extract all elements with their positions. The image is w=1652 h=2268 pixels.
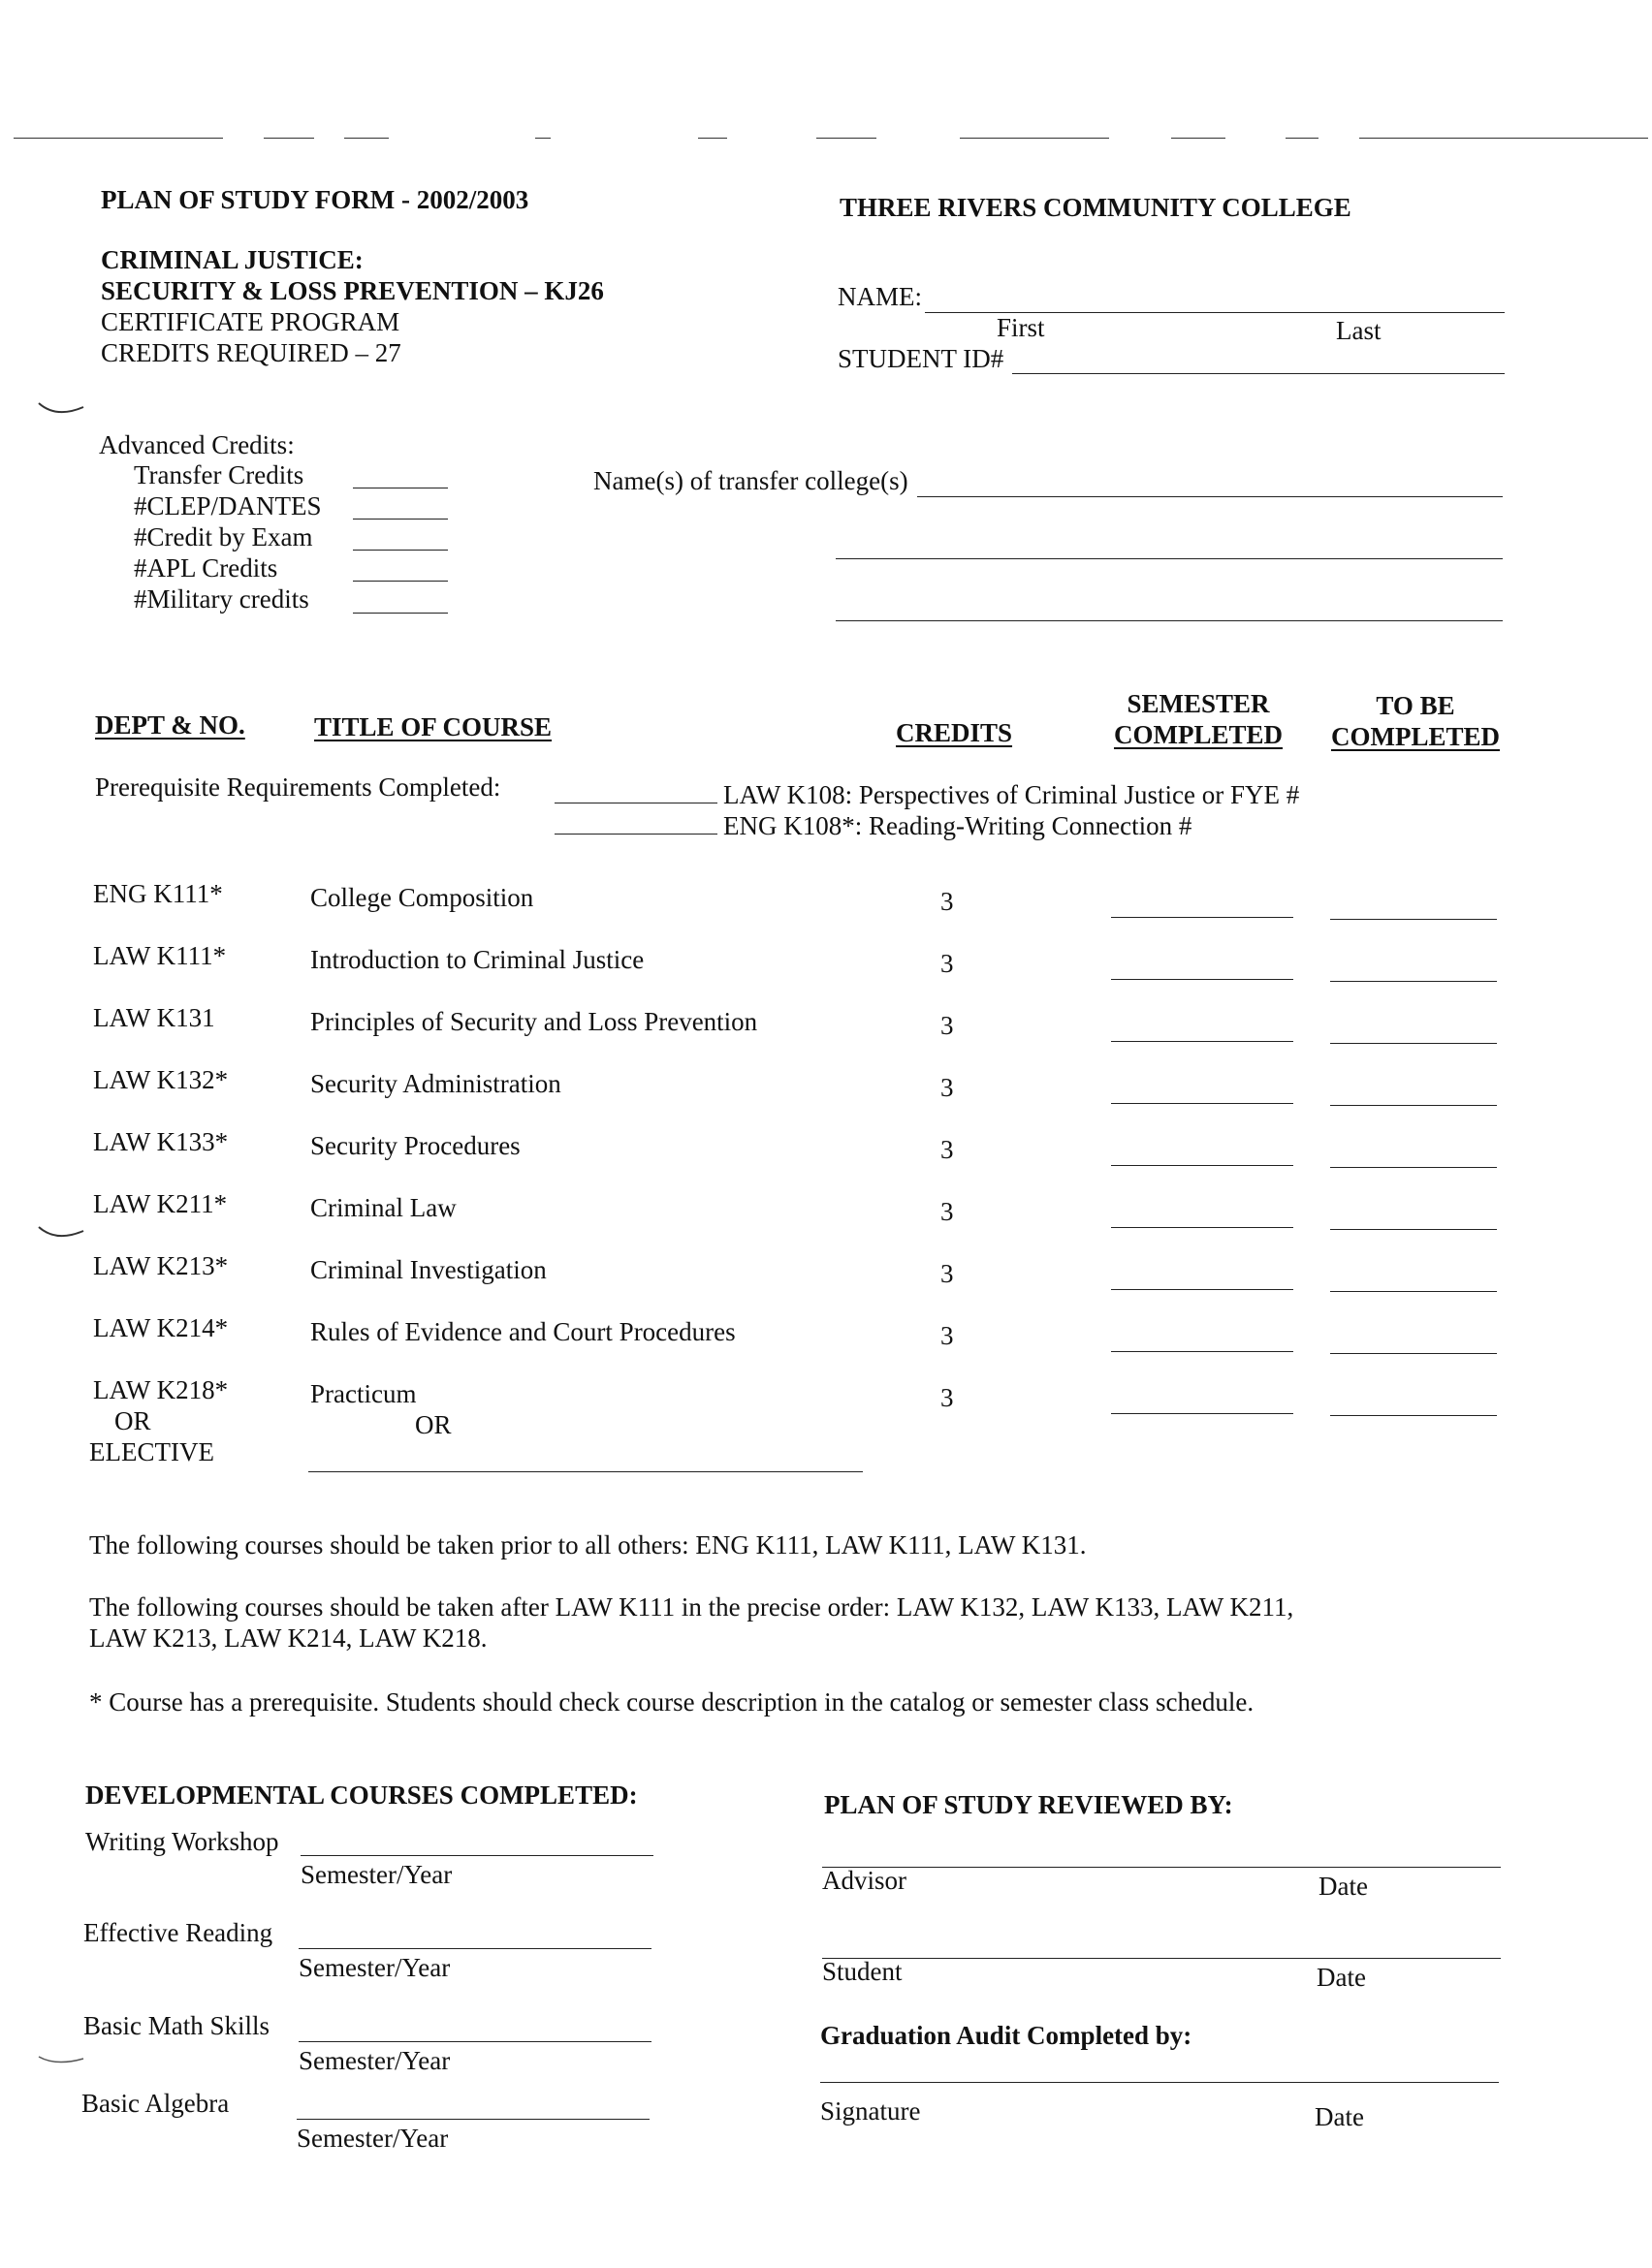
signature-label: Signature: [820, 2096, 921, 2126]
or-title-label: OR: [415, 1410, 452, 1439]
advisor-label: Advisor: [822, 1866, 906, 1895]
advanced-credit-item: Transfer Credits: [134, 460, 304, 489]
to-be-completed-field[interactable]: [1330, 1415, 1497, 1416]
prerequisite-field-2[interactable]: [555, 834, 717, 835]
course-title: Security Administration: [310, 1069, 561, 1098]
developmental-item: Basic Algebra: [81, 2089, 230, 2118]
note-order-line1: The following courses should be taken after LAW K111 in the precise order: LAW K132, LAW K133, LAW K211,: [89, 1592, 1294, 1622]
course-dept: LAW K132*: [93, 1065, 229, 1094]
to-be-completed-field[interactable]: [1330, 1167, 1497, 1168]
apl-field[interactable]: [353, 581, 448, 582]
course-title: Criminal Law: [310, 1193, 457, 1222]
advanced-credits-title: Advanced Credits:: [99, 430, 295, 459]
developmental-item: Basic Math Skills: [83, 2011, 270, 2040]
to-be-completed-field[interactable]: [1330, 1043, 1497, 1044]
credit-by-exam-field[interactable]: [353, 550, 448, 551]
to-be-completed-field[interactable]: [1330, 1291, 1497, 1292]
course-credits: 3: [940, 1073, 954, 1102]
to-be-completed-field[interactable]: [1330, 981, 1497, 982]
course-dept: LAW K111*: [93, 941, 227, 970]
date-label: Date: [1315, 2102, 1364, 2131]
developmental-item: Writing Workshop: [85, 1827, 279, 1856]
transfer-college-label: Name(s) of transfer college(s): [593, 466, 908, 495]
semester-year-caption: Semester/Year: [299, 1953, 451, 1982]
semester-completed-field[interactable]: [1111, 917, 1293, 918]
graduation-audit-title: Graduation Audit Completed by:: [820, 2021, 1192, 2050]
transfer-college-field-1[interactable]: [917, 496, 1503, 497]
name-label: NAME:: [838, 282, 922, 311]
advanced-credit-item: #Credit by Exam: [134, 522, 313, 551]
semester-year-caption: Semester/Year: [297, 2124, 449, 2153]
semester-completed-field[interactable]: [1111, 1041, 1293, 1042]
form-title: PLAN OF STUDY FORM - 2002/2003: [101, 185, 529, 214]
date-label: Date: [1318, 1872, 1368, 1901]
college-name: THREE RIVERS COMMUNITY COLLEGE: [840, 193, 1351, 222]
program-line-1: CRIMINAL JUSTICE:: [101, 245, 364, 274]
prerequisite-label: Prerequisite Requirements Completed:: [95, 772, 501, 802]
semester-completed-field[interactable]: [1111, 1351, 1293, 1352]
credits-header: CREDITS: [896, 718, 1013, 747]
military-field[interactable]: [353, 613, 448, 614]
student-label: Student: [822, 1957, 903, 1986]
course-credits: 3: [940, 1011, 954, 1040]
course-credits: 3: [940, 1383, 954, 1412]
program-line-2: SECURITY & LOSS PREVENTION – KJ26: [101, 276, 604, 305]
semester-completed-field[interactable]: [1111, 1413, 1293, 1414]
scan-mark: [35, 2049, 89, 2072]
semester-completed-field[interactable]: [1111, 979, 1293, 980]
course-credits: 3: [940, 1321, 954, 1350]
semester-completed-field[interactable]: [1111, 1227, 1293, 1228]
student-signature-field[interactable]: [822, 1958, 1501, 1959]
course-title: College Composition: [310, 883, 534, 912]
note-prior-courses: The following courses should be taken prior to all others: ENG K111, LAW K111, LAW K131.: [89, 1530, 1087, 1559]
course-credits: 3: [940, 1259, 954, 1288]
basic-math-field[interactable]: [299, 2041, 651, 2042]
program-line-4: CREDITS REQUIRED – 27: [101, 338, 401, 367]
semester-completed-field[interactable]: [1111, 1103, 1293, 1104]
advanced-credit-item: #Military credits: [134, 584, 309, 614]
title-header: TITLE OF COURSE: [314, 712, 553, 741]
to-be-completed-field[interactable]: [1330, 1229, 1497, 1230]
advanced-credit-item: #CLEP/DANTES: [134, 491, 322, 520]
course-title: Rules of Evidence and Court Procedures: [310, 1317, 736, 1346]
first-name-caption: First: [997, 313, 1045, 342]
semester-completed-field[interactable]: [1111, 1289, 1293, 1290]
course-title: Introduction to Criminal Justice: [310, 945, 645, 974]
course-credits: 3: [940, 1135, 954, 1164]
review-title: PLAN OF STUDY REVIEWED BY:: [824, 1790, 1233, 1819]
course-dept: LAW K211*: [93, 1189, 228, 1218]
scan-mark: [35, 1221, 89, 1244]
semester-completed-field[interactable]: [1111, 1165, 1293, 1166]
student-id-label: STUDENT ID#: [838, 344, 1004, 373]
or-dept-label: OR: [114, 1406, 151, 1435]
prerequisite-item-2: ENG K108*: Reading-Writing Connection #: [723, 811, 1192, 840]
clep-field[interactable]: [353, 519, 448, 520]
writing-workshop-field[interactable]: [301, 1855, 653, 1856]
course-credits: 3: [940, 949, 954, 978]
semester-year-caption: Semester/Year: [299, 2046, 451, 2075]
developmental-item: Effective Reading: [83, 1918, 273, 1947]
semester-header-line2: COMPLETED: [1113, 720, 1283, 749]
advanced-credit-item: #APL Credits: [134, 553, 278, 583]
student-id-field[interactable]: [1012, 373, 1505, 374]
to-be-completed-field[interactable]: [1330, 1105, 1497, 1106]
prerequisite-item-1: LAW K108: Perspectives of Criminal Justice or FYE #: [723, 780, 1300, 809]
effective-reading-field[interactable]: [299, 1948, 651, 1949]
date-label: Date: [1317, 1963, 1366, 1992]
basic-algebra-field[interactable]: [297, 2119, 650, 2120]
note-prerequisite: * Course has a prerequisite. Students should check course description in the catalog or semester class schedule.: [89, 1687, 1255, 1717]
course-dept: LAW K218*: [93, 1375, 229, 1404]
course-dept: LAW K131: [93, 1003, 215, 1032]
scan-mark: [35, 397, 89, 421]
course-credits: 3: [940, 1197, 954, 1226]
transfer-college-field-3[interactable]: [836, 620, 1503, 621]
course-title: Principles of Security and Loss Prevention: [310, 1007, 758, 1036]
semester-header-line1: SEMESTER: [1127, 689, 1270, 718]
course-dept: ENG K111*: [93, 879, 223, 908]
audit-signature-field[interactable]: [820, 2082, 1499, 2083]
tobe-header-line1: TO BE: [1376, 691, 1455, 720]
course-title: Practicum: [310, 1379, 417, 1408]
to-be-completed-field[interactable]: [1330, 919, 1497, 920]
elective-field[interactable]: [308, 1471, 863, 1472]
developmental-title: DEVELOPMENTAL COURSES COMPLETED:: [85, 1780, 638, 1810]
tobe-header-line2: COMPLETED: [1330, 722, 1500, 751]
last-name-caption: Last: [1336, 316, 1382, 345]
dept-header: DEPT & NO.: [95, 710, 245, 740]
transfer-college-field-2[interactable]: [836, 558, 1503, 559]
advisor-signature-field[interactable]: [822, 1867, 1501, 1868]
course-dept: LAW K214*: [93, 1313, 229, 1342]
note-order-line2: LAW K213, LAW K214, LAW K218.: [89, 1623, 488, 1653]
to-be-completed-field[interactable]: [1330, 1353, 1497, 1354]
course-title: Security Procedures: [310, 1131, 521, 1160]
semester-year-caption: Semester/Year: [301, 1860, 453, 1889]
course-dept: LAW K133*: [93, 1127, 229, 1156]
elective-label: ELECTIVE: [89, 1437, 214, 1466]
course-dept: LAW K213*: [93, 1251, 229, 1280]
program-line-3: CERTIFICATE PROGRAM: [101, 307, 400, 336]
course-title: Criminal Investigation: [310, 1255, 547, 1284]
course-credits: 3: [940, 887, 954, 916]
